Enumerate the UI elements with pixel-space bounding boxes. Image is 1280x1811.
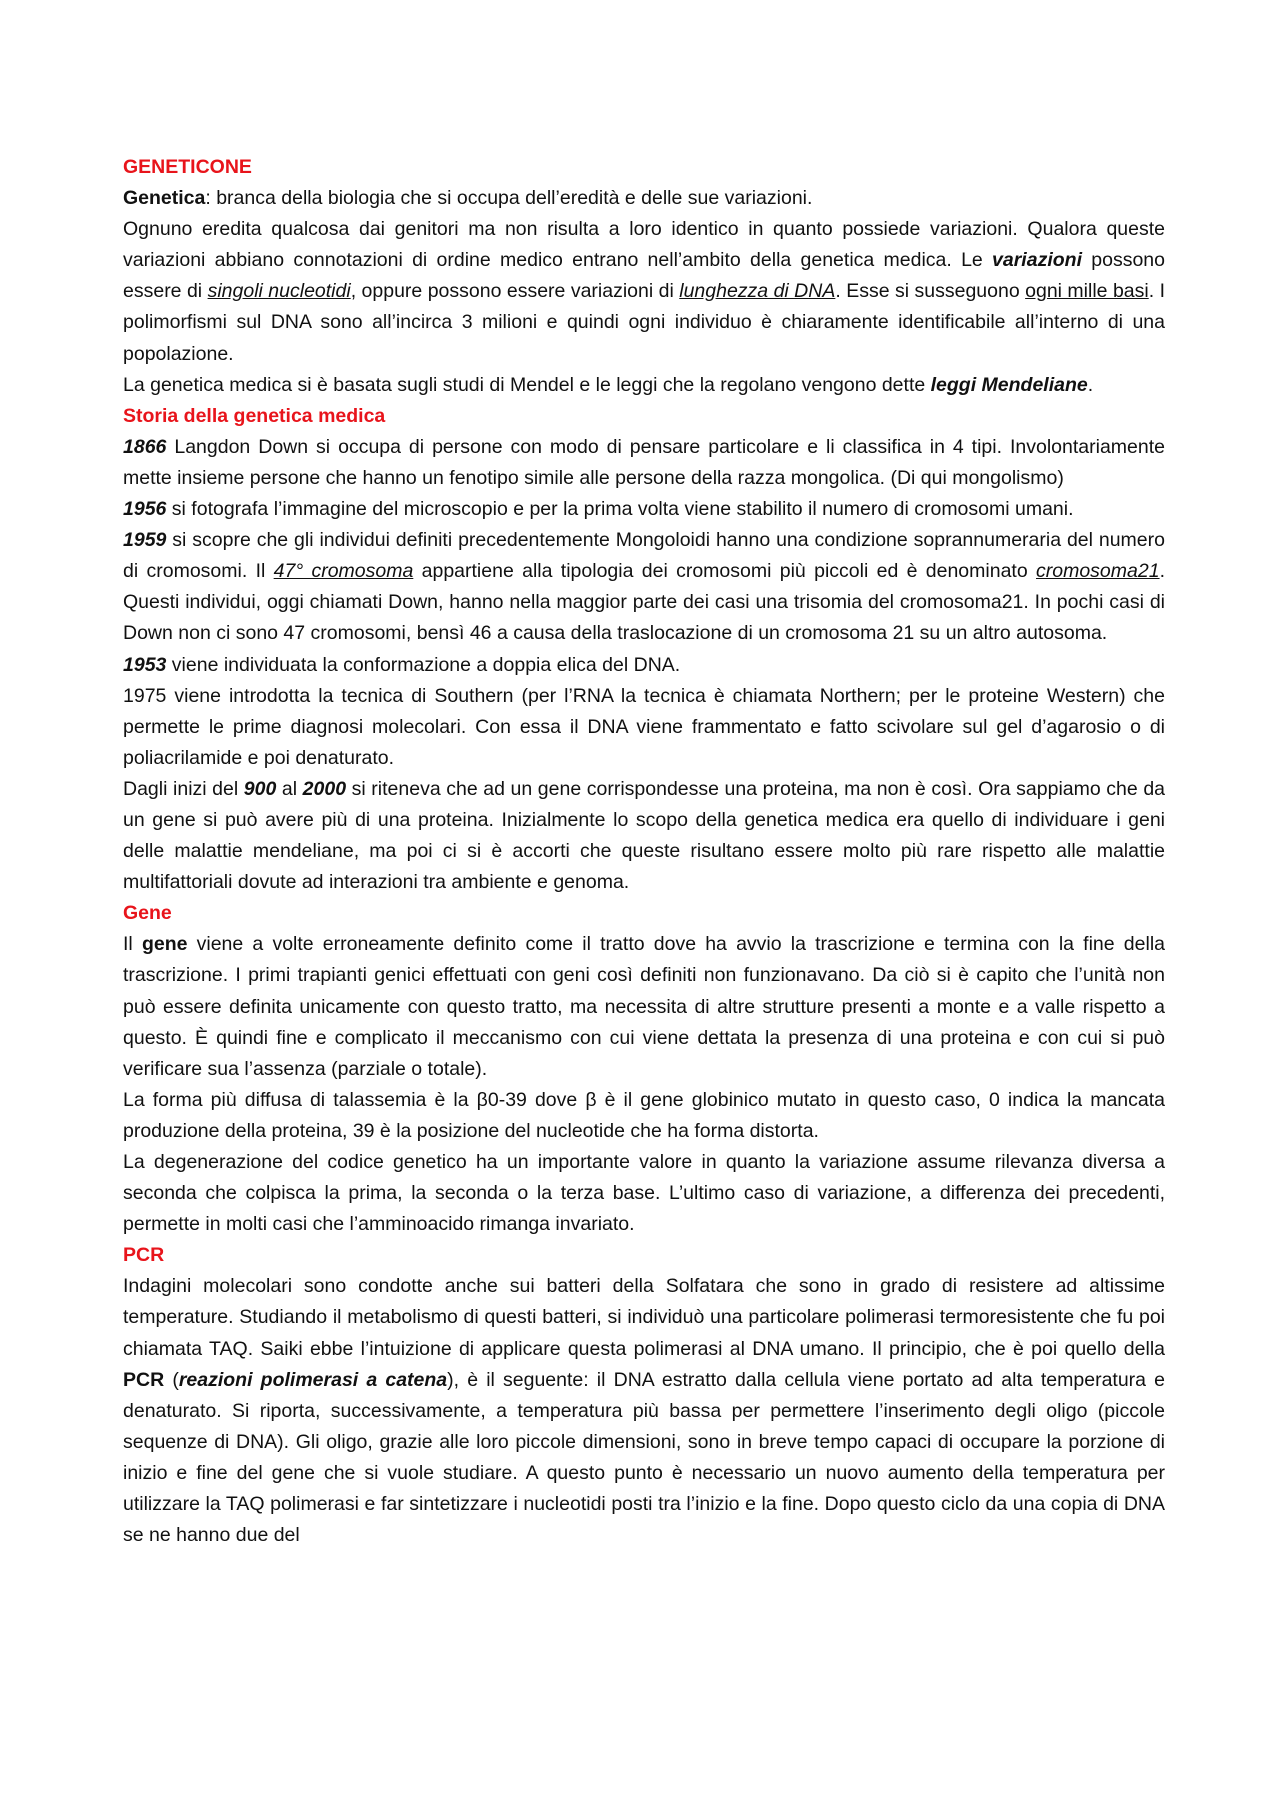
paragraph-1959 (123, 525, 1165, 649)
term-gene: gene (141, 933, 188, 956)
term-leggi-mendeliane: leggi Mendeliane (930, 373, 1088, 396)
paragraph-1975: 1975 viene introdotta la tecnica di Southern (per l’RNA la tecnica è chiamata Northern; per le proteine Western) che permette le prime diagnosi molecolari. Con essa il DNA viene frammentato e fatto scivolare sul gel d’agarosio o di poliacrilamide e poi denaturato. (123, 684, 1165, 769)
text: . I polimorfismi sul DNA sono all’incirca 3 milioni e quindi ogni individuo è chiaramente identificabile all’interno di una popolazione. (123, 280, 1165, 365)
term-reazioni-polimerasi: reazioni polimerasi a catena (178, 1368, 448, 1391)
text: , oppure possono essere variazioni di (350, 280, 680, 303)
paragraph-1956 (123, 494, 1165, 525)
text: Il (123, 933, 142, 956)
text: viene individuata la conformazione a doppia elica del DNA. (166, 653, 681, 676)
paragraph-talassemia: La forma più diffusa di talassemia è la β0-39 dove β è il gene globinico mutato in questo caso, 0 indica la mancata produzione della proteina, 39 è la posizione del nucleotide che ha forma distorta. (123, 1088, 1165, 1142)
year-1866: 1866 (123, 435, 167, 458)
text: appartiene alla tipologia dei cromosomi più piccoli ed è denominato (413, 560, 1036, 583)
year-900: 900 (243, 777, 277, 800)
paragraph-1866 (123, 432, 1165, 494)
term-variazioni: variazioni (992, 249, 1082, 272)
term-genetica: Genetica (123, 187, 206, 210)
text: Ognuno eredita qualcosa dai genitori ma non risulta a loro identico in quanto possiede variazioni. Qualora queste variazioni abbiano connotazioni di ordine medico entrano nell’ambito della genetica medica. Le (123, 218, 1165, 272)
text: ( (164, 1368, 179, 1391)
text: . Questi individui, oggi chiamati Down, hanno nella maggior parte dei casi una trisomia del cromosoma21. In pochi casi di Down non ci sono 47 cromosomi, bensì 46 a causa della traslocazione di un cromosoma 21 su un altro autosoma. (123, 560, 1165, 645)
text: ), è il seguente: il DNA estratto dalla cellula viene portato ad alta temperatura e denaturato. Si riporta, successivamente, a temperatura più bassa per permettere l’inserimento degli oligo (piccole sequenze di DNA). Gli oligo, grazie alle loro piccole dimensioni, sono in breve tempo capaci di occupare la porzione di inizio e fine del gene che si vuole studiare. A questo punto è necessario un nuovo aumento della temperatura per utilizzare la TAQ polimerasi e far sintetizzare i nucleotidi posti tra l’inizio e la fine. Dopo questo ciclo da una copia di DNA se ne hanno due del (123, 1368, 1166, 1547)
text: viene a volte erroneamente definito come il tratto dove ha avvio la trascrizione e termina con la fine della trascrizione. I primi trapianti genici effettuati con geni così definiti non funzionavano. Da ciò si è capito che l’unità non può essere definita unicamente con questo tratto, ma necessita di altre strutture presenti a monte e a valle rispetto a questo. È quindi fine e complicato il meccanismo con cui viene dettata la presenza di una proteina e con cui si può verificare sua l’assenza (parziale o totale). (123, 933, 1165, 1080)
year-2000: 2000 (302, 777, 347, 800)
paragraph-mendel (123, 370, 1165, 401)
term-cromosoma21: cromosoma21 (1036, 560, 1160, 583)
text: . Esse si susseguono (835, 280, 1026, 303)
term-pcr: PCR (123, 1368, 165, 1391)
text: La genetica medica si è basata sugli studi di Mendel e le leggi che la regolano vengono dette (123, 373, 931, 396)
text: possono essere di (123, 249, 1165, 303)
section-heading-storia: Storia della genetica medica (123, 404, 386, 427)
document-page (123, 152, 1165, 1551)
term-singoli-nucleotidi: singoli nucleotidi (207, 280, 351, 303)
section-heading-pcr: PCR (123, 1244, 165, 1267)
term-ogni-mille-basi: ogni mille basi (1025, 280, 1149, 303)
text: . (1087, 373, 1094, 396)
text: si fotografa l’immagine del microscopio e per la prima volta viene stabilito il numero di cromosomi umani. (166, 498, 1074, 521)
paragraph-900-2000 (123, 774, 1165, 898)
paragraph-1953 (123, 650, 1165, 681)
paragraph-gene-definition (123, 929, 1165, 1084)
paragraph-genetica-definition (123, 183, 1165, 214)
term-lunghezza-dna: lunghezza di DNA (679, 280, 836, 303)
section-heading-gene: Gene (123, 902, 172, 925)
text: Dagli inizi del (123, 777, 244, 800)
year-1953: 1953 (123, 653, 167, 676)
paragraph-variazioni (123, 214, 1165, 369)
year-1956: 1956 (123, 498, 167, 521)
paragraph-pcr (123, 1271, 1165, 1551)
text: : branca della biologia che si occupa dell’eredità e delle sue variazioni. (205, 187, 813, 210)
paragraph-degenerazione: La degenerazione del codice genetico ha un importante valore in quanto la variazione assume rilevanza diversa a seconda che colpisca la prima, la seconda o la terza base. L’ultimo caso di variazione, a differenza dei precedenti, permette in molti casi che l’amminoacido rimanga invariato. (123, 1151, 1165, 1236)
document-title: GENETICONE (123, 156, 252, 178)
year-1959: 1959 (123, 529, 167, 552)
text: si scopre che gli individui definiti precedentemente Mongoloidi hanno una condizione soprannumeraria del numero di cromosomi. Il (123, 529, 1165, 583)
term-47-cromosoma: 47° cromosoma (273, 560, 414, 583)
text: Indagini molecolari sono condotte anche sui batteri della Solfatara che sono in grado di resistere ad altissime temperature. Studiando il metabolismo di questi batteri, si individuò una particolare polimerasi termoresistente che fu poi chiamata TAQ. Saiki ebbe l’intuizione di applicare questa polimerasi al DNA umano. Il principio, che è poi quello della (123, 1275, 1165, 1360)
text: Langdon Down si occupa di persone con modo di pensare particolare e li classifica in 4 tipi. Involontariamente mette insieme persone che hanno un fenotipo simile alle persone della razza mongolica. (Di qui mongolismo) (123, 435, 1165, 489)
text: si riteneva che ad un gene corrispondesse una proteina, ma non è così. Ora sappiamo che da un gene si può avere più di una proteina. Inizialmente lo scopo della genetica medica era quello di individuare i geni delle malattie mendeliane, ma poi ci si è accorti che queste risultano essere molto più rare rispetto alle malattie multifattoriali dovute ad interazioni tra ambiente e genoma. (123, 777, 1166, 894)
text: al (276, 777, 303, 800)
